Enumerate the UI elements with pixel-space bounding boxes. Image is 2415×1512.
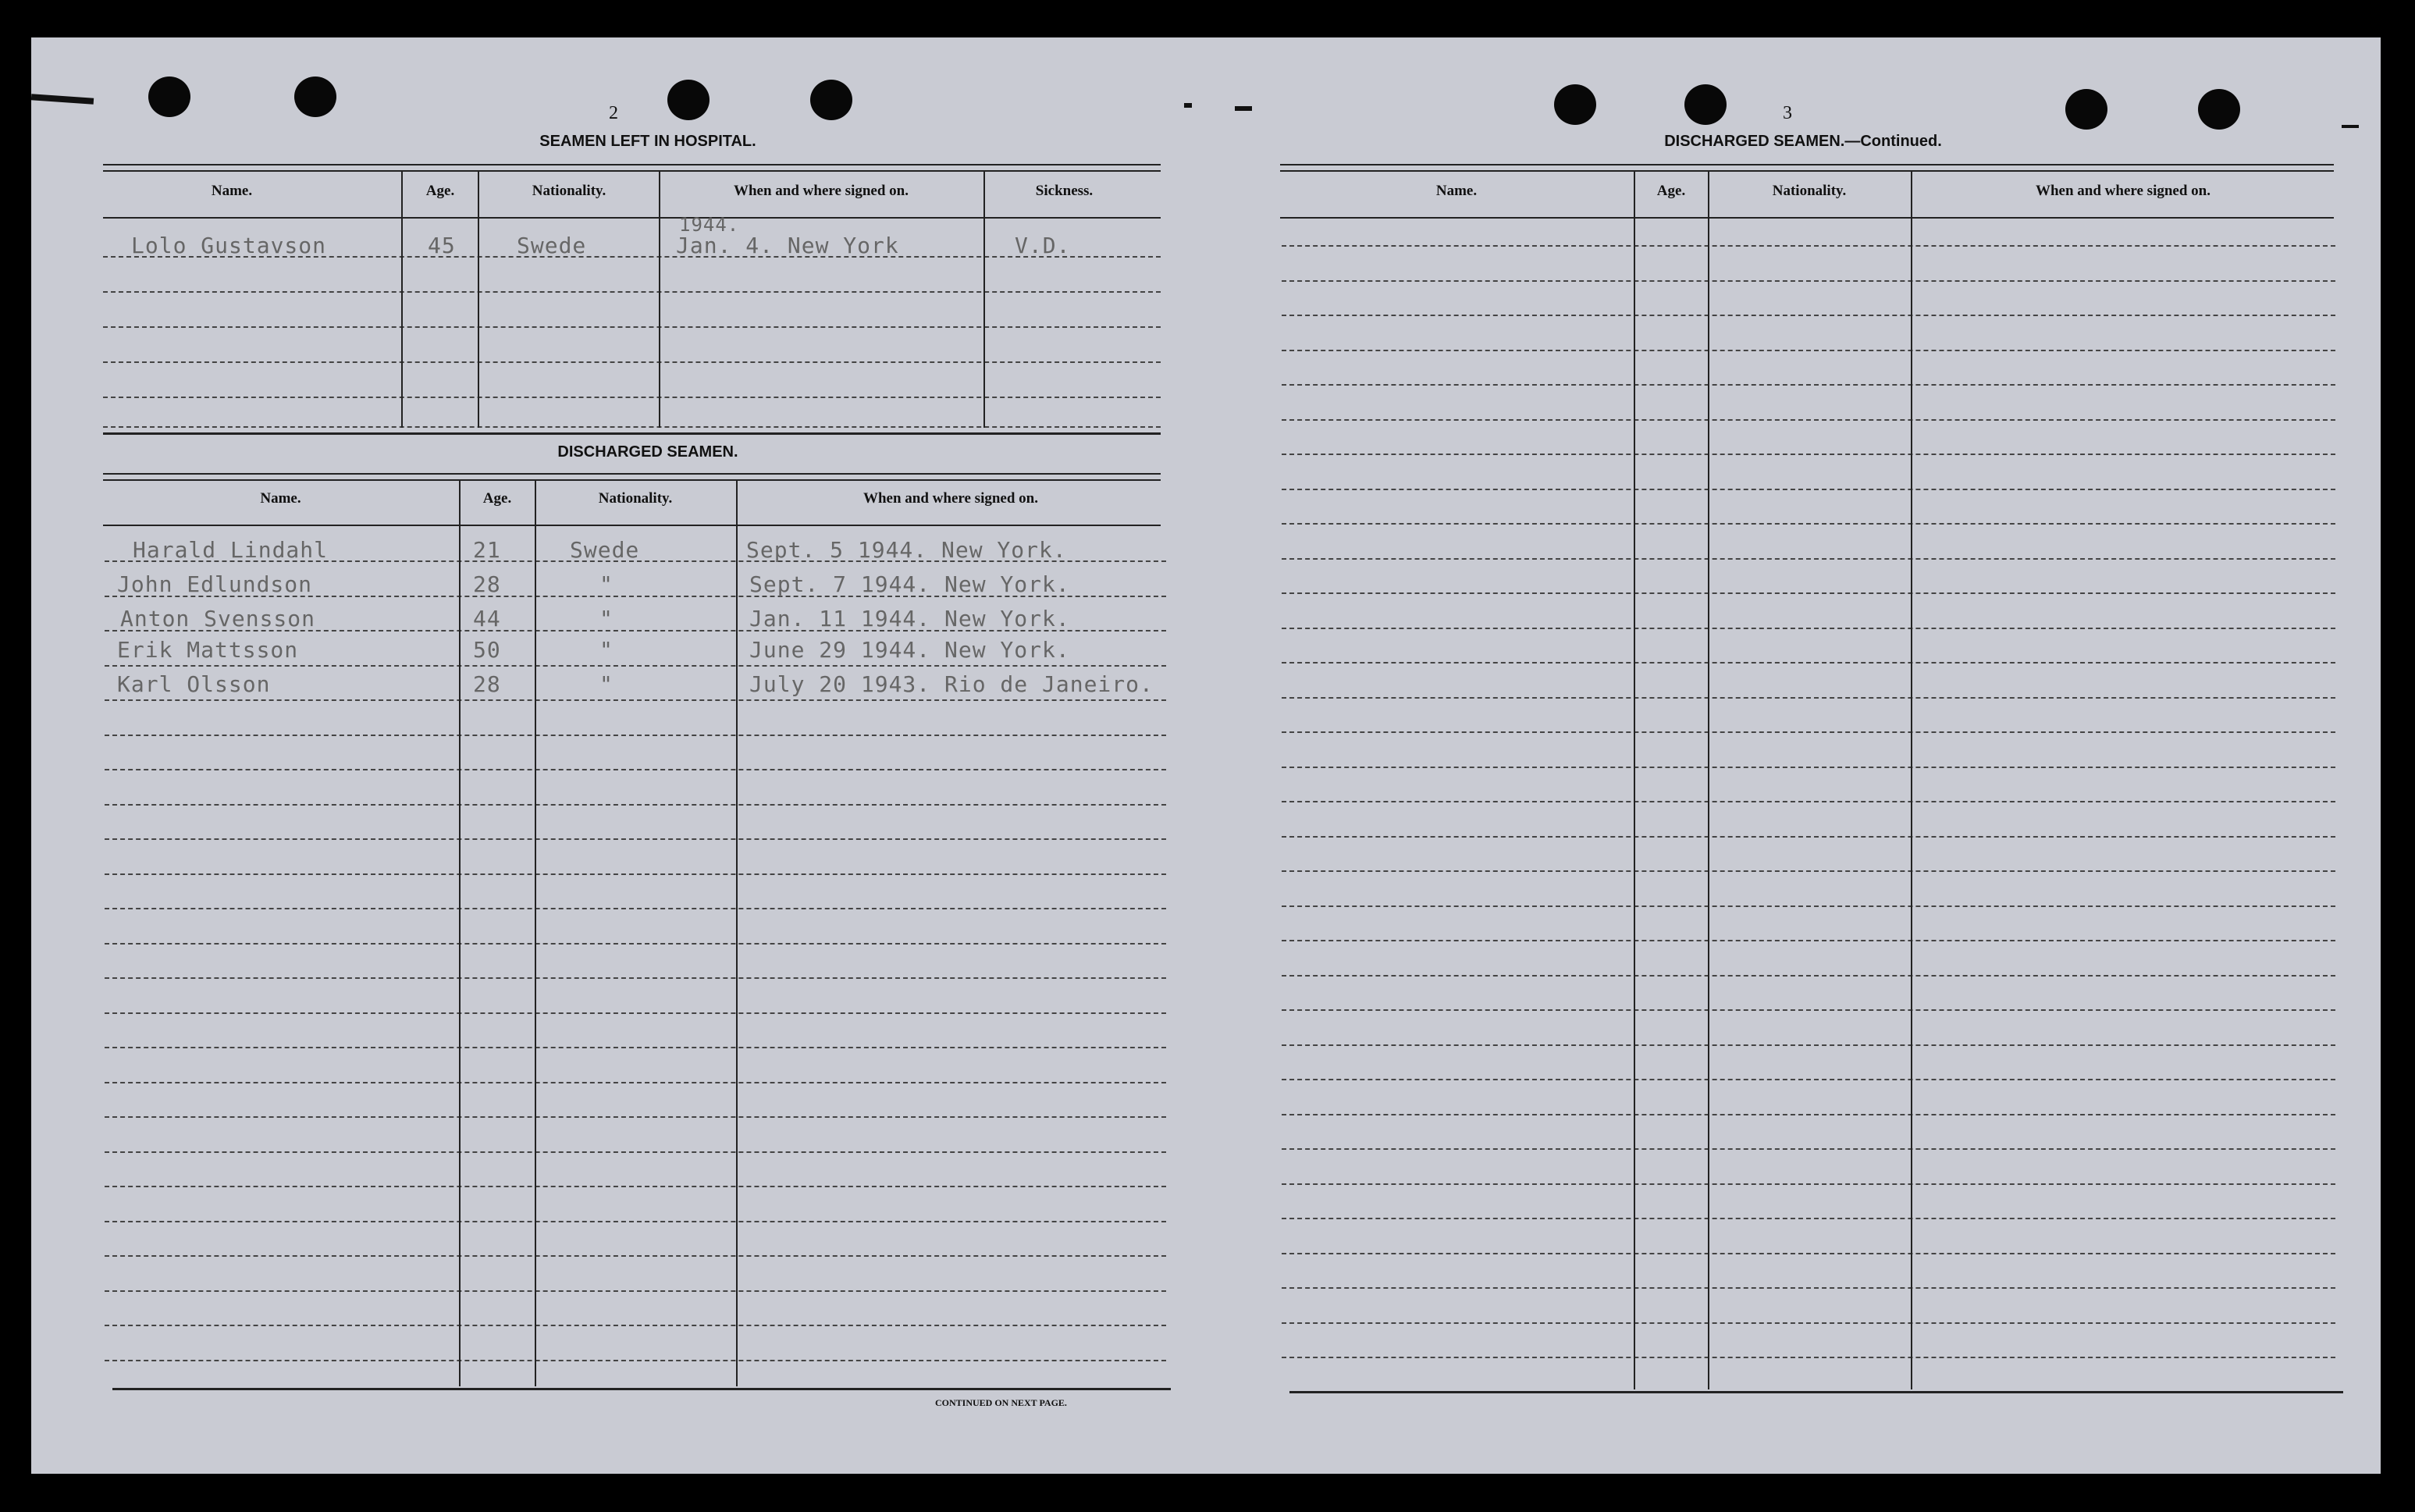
table-row-line: [105, 735, 1166, 736]
rule: [103, 170, 1161, 172]
table-row-line: [1282, 523, 2335, 525]
column-rule: [659, 170, 660, 428]
table-row-line: [1282, 836, 2335, 838]
table-row-line: [105, 804, 1166, 806]
table-row-line: [1282, 245, 2335, 247]
table-row-line: [105, 699, 1166, 701]
table-row-line: [1282, 454, 2335, 455]
rule: [112, 1388, 1171, 1390]
col-header-age: Age.: [1656, 183, 1686, 199]
ink-speck: [2342, 125, 2359, 128]
table-row-line: [1282, 315, 2335, 316]
discharged-signed-on: Jan. 11 1944. New York.: [749, 606, 1070, 631]
punch-hole: [148, 76, 190, 117]
table-row-line: [1282, 628, 2335, 629]
col-header-nationality: Nationality.: [1772, 183, 1847, 199]
table-row-line: [1282, 801, 2335, 802]
ink-speck: [1184, 103, 1192, 108]
discharged-signed-on: June 29 1944. New York.: [749, 637, 1070, 663]
discharged-age: 50: [473, 637, 501, 663]
table-row-line: [105, 1116, 1166, 1118]
table-row-line: [1282, 1253, 2335, 1254]
rule: [103, 217, 1161, 219]
punch-hole: [2065, 89, 2107, 130]
entry-name: Lolo Gustavson: [131, 233, 327, 258]
col-header-signed-on: When and where signed on.: [862, 490, 1038, 507]
entry-age: 45: [428, 233, 456, 258]
ledger-sheet: [31, 37, 2381, 1474]
discharged-nationality: ": [599, 637, 614, 663]
column-rule: [983, 170, 985, 428]
col-header-age: Age.: [482, 490, 512, 507]
col-header-name: Name.: [260, 490, 301, 507]
rule: [103, 432, 1161, 435]
discharged-age: 21: [473, 537, 501, 563]
discharged-signed-on: Sept. 7 1944. New York.: [749, 571, 1070, 597]
rule: [103, 525, 1161, 526]
punch-hole: [294, 76, 336, 117]
entry-year-note: 1944.: [679, 214, 740, 236]
table-row-line: [1282, 905, 2335, 907]
table-row-line: [105, 838, 1166, 840]
table-row-line: [1282, 419, 2335, 421]
table-row-line: [105, 769, 1166, 770]
table-row-line: [1282, 558, 2335, 560]
col-header-age: Age.: [425, 183, 455, 199]
table-row-line: [1282, 592, 2335, 594]
col-header-sickness: Sickness.: [1035, 183, 1094, 199]
rule: [103, 479, 1161, 481]
title-text: DISCHARGED SEAMEN.: [1664, 133, 1845, 150]
table-row-line: [103, 426, 1161, 428]
table-row-line: [1282, 1148, 2335, 1150]
table-row-line: [105, 665, 1166, 667]
table-row-line: [1282, 1322, 2335, 1324]
table-row-line: [105, 1255, 1166, 1257]
table-row-line: [103, 397, 1161, 398]
table-row-line: [1282, 697, 2335, 699]
table-row-line: [105, 977, 1166, 979]
table-row-line: [1282, 1183, 2335, 1185]
discharged-nationality: ": [599, 571, 614, 597]
column-rule: [736, 479, 738, 1386]
table-row-line: [105, 908, 1166, 909]
discharged-name: Harald Lindahl: [133, 537, 329, 563]
col-header-signed-on: When and where signed on.: [2035, 183, 2210, 199]
table-row-line: [1282, 489, 2335, 490]
entry-signed-on: Jan. 4. New York: [676, 233, 899, 258]
table-row-line: [105, 1360, 1166, 1361]
table-row-line: [1282, 731, 2335, 733]
col-header-signed-on: When and where signed on.: [733, 183, 909, 199]
punch-hole: [1684, 84, 1727, 125]
discharged-age: 28: [473, 671, 501, 697]
table-row-line: [103, 326, 1161, 328]
col-header-nationality: Nationality.: [532, 183, 606, 199]
table-row-line: [105, 873, 1166, 875]
discharged-age: 28: [473, 571, 501, 597]
table-row-line: [1282, 1287, 2335, 1289]
discharged-name: Erik Mattsson: [117, 637, 299, 663]
col-header-name: Name.: [211, 183, 253, 199]
table-row-line: [1282, 1357, 2335, 1358]
column-rule: [1911, 170, 1912, 1389]
punch-hole: [810, 80, 852, 120]
discharged-nationality: ": [599, 606, 614, 631]
discharged-age: 44: [473, 606, 501, 631]
column-rule: [478, 170, 479, 428]
discharged-signed-on: Sept. 5 1944. New York.: [746, 537, 1067, 563]
discharged-nationality: ": [599, 671, 614, 697]
entry-sickness: V.D.: [1015, 233, 1071, 258]
table-row-line: [1282, 1218, 2335, 1219]
rule: [1280, 164, 2334, 165]
table-row-line: [103, 291, 1161, 293]
table-row-line: [1282, 1114, 2335, 1115]
table-row-line: [1282, 940, 2335, 941]
table-row-line: [1282, 975, 2335, 977]
discharged-section-title: DISCHARGED SEAMEN.: [557, 443, 738, 461]
col-header-nationality: Nationality.: [598, 490, 673, 507]
column-rule: [401, 170, 403, 428]
rule: [1280, 170, 2334, 172]
entry-nationality: Swede: [517, 233, 587, 258]
discharged-nationality: Swede: [570, 537, 640, 563]
table-row-line: [1282, 350, 2335, 351]
table-row-line: [105, 1290, 1166, 1292]
table-row-line: [1282, 662, 2335, 664]
table-row-line: [105, 1012, 1166, 1014]
table-row-line: [105, 1151, 1166, 1153]
column-rule: [1708, 170, 1709, 1389]
discharged-signed-on: July 20 1943. Rio de Janeiro.: [749, 671, 1154, 697]
table-row-line: [105, 1082, 1166, 1083]
rule: [1280, 217, 2334, 219]
table-row-line: [1282, 767, 2335, 768]
ink-speck: [31, 94, 94, 105]
table-row-line: [1282, 1009, 2335, 1011]
page-number: 3: [1783, 103, 1792, 123]
column-rule: [535, 479, 536, 1386]
punch-hole: [667, 80, 710, 120]
hospital-section-title: SEAMEN LEFT IN HOSPITAL.: [539, 133, 756, 150]
discharged-continued-title: [1514, 133, 2092, 151]
table-row-line: [105, 1047, 1166, 1048]
punch-hole: [2198, 89, 2240, 130]
table-row-line: [1282, 870, 2335, 872]
rule: [103, 164, 1161, 165]
col-header-name: Name.: [1435, 183, 1478, 199]
table-row-line: [1282, 280, 2335, 282]
table-row-line: [1282, 1044, 2335, 1046]
punch-hole: [1554, 84, 1596, 125]
table-row-line: [105, 1186, 1166, 1187]
rule: [1289, 1391, 2343, 1393]
discharged-name: John Edlundson: [117, 571, 313, 597]
column-rule: [459, 479, 461, 1386]
ink-speck: [1235, 106, 1252, 111]
title-suffix: —Continued.: [1844, 133, 1942, 150]
continued-footer: CONTINUED ON NEXT PAGE.: [935, 1397, 1067, 1408]
table-row-line: [105, 943, 1166, 945]
column-rule: [1634, 170, 1635, 1389]
rule: [103, 473, 1161, 475]
table-row-line: [1282, 1079, 2335, 1080]
discharged-name: Karl Olsson: [117, 671, 271, 697]
table-row-line: [103, 361, 1161, 363]
table-row-line: [105, 1325, 1166, 1326]
table-row-line: [105, 1221, 1166, 1222]
discharged-name: Anton Svensson: [120, 606, 316, 631]
table-row-line: [1282, 384, 2335, 386]
page-number: 2: [609, 103, 618, 123]
